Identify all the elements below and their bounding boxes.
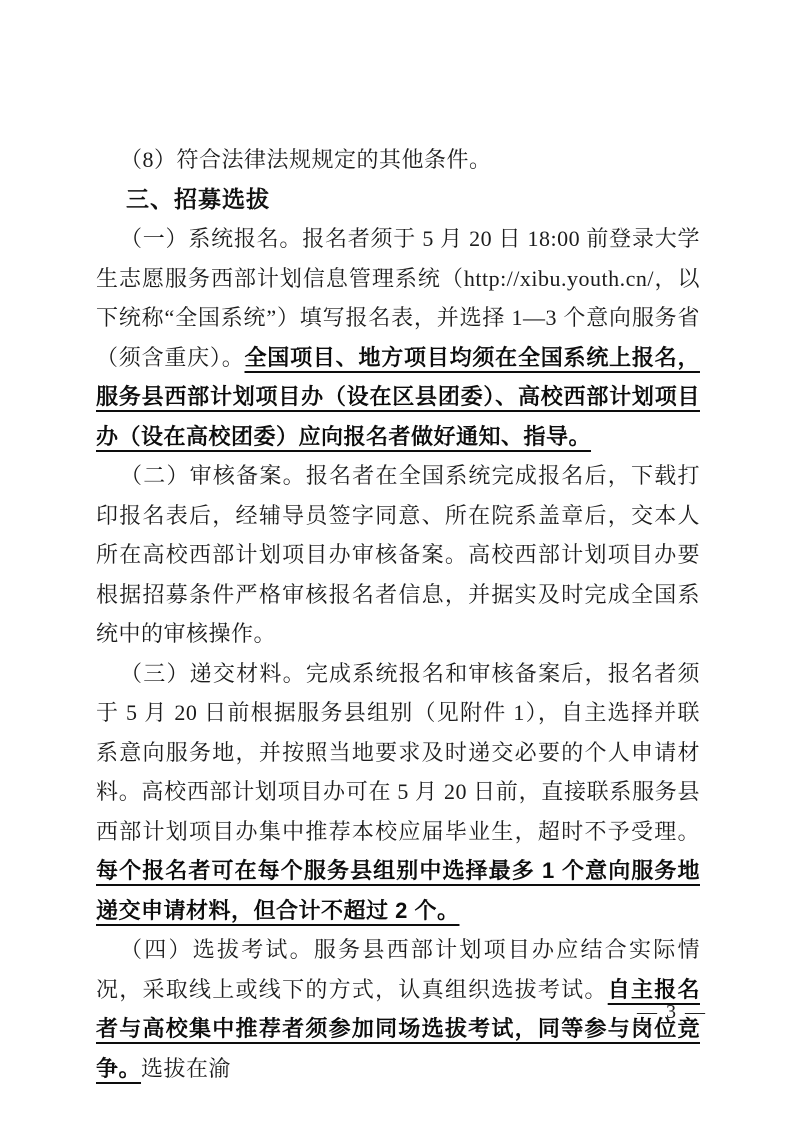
paragraph-submit-materials — [96, 654, 700, 931]
paragraph-system-registration — [96, 219, 700, 456]
text-run: （四）选拔考试。服务县西部计划项目办应结合实际情况，采取线上或线下的方式，认真组织选拔考试。 — [96, 937, 700, 1002]
page-number: — 3 — — [637, 1001, 707, 1023]
emphasized-underlined-text: 每个报名者可在每个服务县组别中选择最多 1 个意向服务地递交申请材料，但合计不超过 2 个。 — [96, 858, 700, 923]
text-run: （三）递交材料。完成系统报名和审核备案后，报名者须于 5 月 20 日前根据服务县组别（见附件 1），自主选择并联系意向服务地，并按照当地要求及时递交必要的个人申请材料。高校西部计划项目办可在 5 月 20 日前，直接联系服务县西部计划项目办集中推荐本校应届毕业生，超时不予受理。 — [96, 660, 700, 844]
emphasized-underlined-text: 全国项目、地方项目均须在全国系统上报名，服务县西部计划项目办（设在区县团委）、高校西部计划项目办（设在高校团委）应向报名者做好通知、指导。 — [96, 344, 700, 449]
document-body — [96, 140, 700, 1088]
paragraph-other-conditions — [96, 140, 700, 180]
text-run: （8）符合法律法规规定的其他条件。 — [120, 147, 492, 172]
text-run: （一）系统报名。报名者须于 5 月 20 日 18:00 前登录大学生志愿服务西部计划信息管理系统（http://xibu.youth.cn/，以下统称“全国系统”）填写报名表，并选择 1—3 个意向服务省（须含重庆）。 — [96, 226, 700, 370]
text-run: 选拔在渝 — [141, 1055, 232, 1081]
section-heading-recruitment-selection: 三、招募选拔 — [126, 185, 270, 212]
emphasized-underlined-text: 自主报名者与高校集中推荐者须参加同场选拔考试，同等参与岗位竞争。 — [96, 976, 700, 1081]
text-run: （二）审核备案。报名者在全国系统完成报名后，下载打印报名表后，经辅导员签字同意、所在院系盖章后，交本人所在高校西部计划项目办审核备案。高校西部计划项目办要根据招募条件严格审核报名者信息，并据实及时完成全国系统中的审核操作。 — [96, 463, 700, 646]
paragraph-selection-exam — [96, 930, 700, 1088]
paragraph-review-filing — [96, 456, 700, 654]
